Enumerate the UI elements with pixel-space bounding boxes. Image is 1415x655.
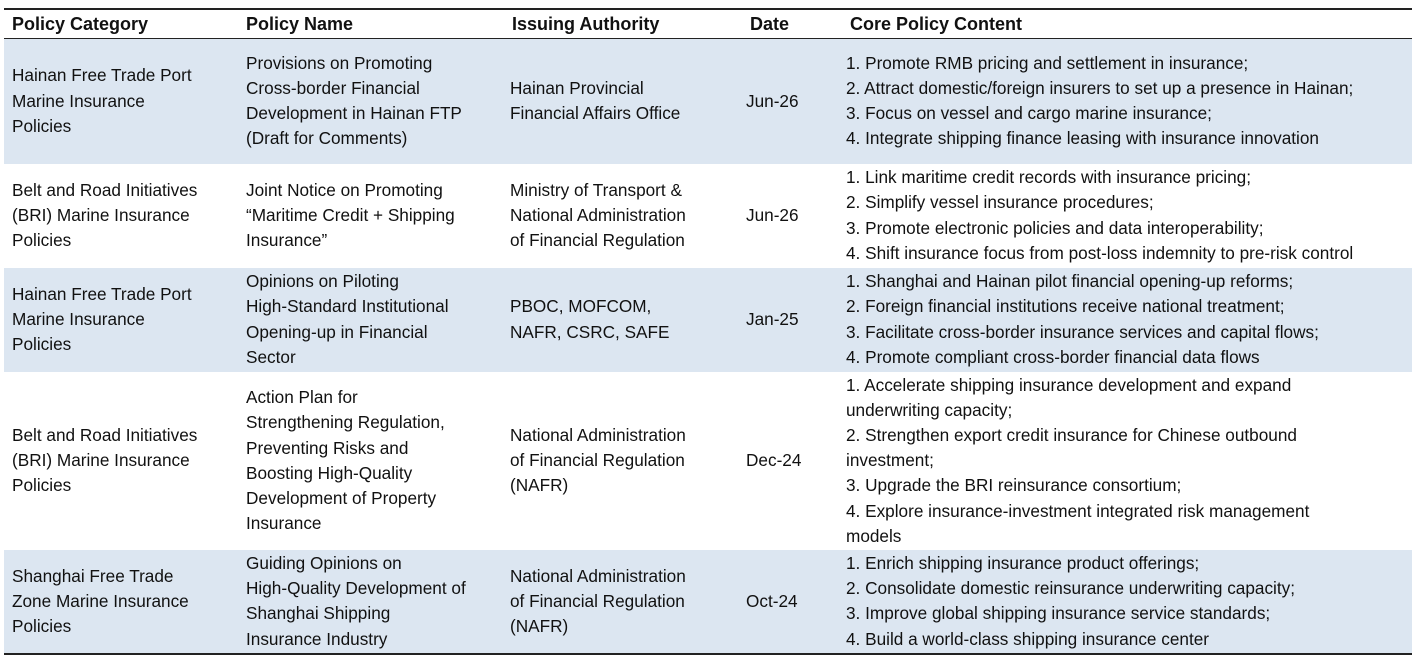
text-line: Development of Property	[246, 487, 437, 508]
header-policy-category: Policy Category	[4, 9, 238, 39]
policy-category-cell	[4, 372, 238, 550]
text-line: (NAFR)	[510, 615, 569, 636]
issuing-authority-text	[510, 423, 738, 499]
text-line: models	[846, 525, 902, 546]
text-line: 4. Promote compliant cross-border financial data flows	[846, 346, 1260, 367]
policy-name-cell	[238, 268, 504, 372]
policy-name-text	[246, 551, 500, 652]
issuing-authority-cell	[504, 39, 742, 164]
text-line: Financial Affairs Office	[510, 103, 681, 124]
text-line: 3. Upgrade the BRI reinsurance consortium;	[846, 475, 1182, 496]
text-line: Shanghai Shipping	[246, 603, 391, 624]
text-line: 3. Facilitate cross-border insurance services and capital flows;	[846, 321, 1319, 342]
issuing-authority-cell	[504, 550, 742, 654]
text-line: Boosting High-Quality	[246, 462, 413, 483]
policy-name-text	[246, 385, 500, 536]
core-content-text	[846, 269, 1410, 370]
issuing-authority-cell	[504, 268, 742, 372]
policy-name-text	[246, 269, 500, 370]
text-line: (Draft for Comments)	[246, 128, 408, 149]
text-line: 1. Accelerate shipping insurance development and expand	[846, 374, 1292, 395]
text-line: Sector	[246, 346, 296, 367]
policy-table	[4, 8, 1412, 655]
text-line: Policies	[12, 334, 72, 355]
table-header	[4, 9, 1412, 39]
text-line: of Financial Regulation	[510, 230, 685, 251]
policy-category-text	[12, 423, 234, 499]
issuing-authority-cell	[504, 164, 742, 268]
text-line: Development in Hainan FTP	[246, 103, 462, 124]
text-line: National Administration	[510, 204, 686, 225]
text-line: Belt and Road Initiatives	[12, 424, 198, 445]
text-line: Action Plan for	[246, 387, 358, 408]
text-line: 4. Integrate shipping finance leasing with insurance innovation	[846, 128, 1319, 149]
policy-category-text	[12, 63, 234, 139]
policy-category-text	[12, 564, 234, 640]
text-line: Ministry of Transport &	[510, 179, 682, 200]
text-line: 3. Improve global shipping insurance service standards;	[846, 603, 1271, 624]
text-line: Marine Insurance	[12, 90, 145, 111]
text-line: Insurance	[246, 513, 322, 534]
text-line: 2. Strengthen export credit insurance for Chinese outbound	[846, 424, 1297, 445]
text-line: 3. Promote electronic policies and data interoperability;	[846, 217, 1264, 238]
policy-category-cell	[4, 268, 238, 372]
text-line: 1. Enrich shipping insurance product offerings;	[846, 552, 1200, 573]
text-line: 3. Focus on vessel and cargo marine insurance;	[846, 103, 1212, 124]
text-line: Hainan Provincial	[510, 78, 644, 99]
text-line: of Financial Regulation	[510, 450, 685, 471]
text-line: PBOC, MOFCOM,	[510, 296, 652, 317]
text-line: 4. Explore insurance-investment integrated risk management	[846, 500, 1310, 521]
table-row	[4, 550, 1412, 654]
header-issuing-authority: Issuing Authority	[504, 9, 742, 39]
text-line: High-Quality Development of	[246, 578, 466, 599]
text-line: (BRI) Marine Insurance	[12, 450, 190, 471]
policy-category-text	[12, 282, 234, 358]
table-row	[4, 164, 1412, 268]
text-line: 1. Promote RMB pricing and settlement in insurance;	[846, 52, 1249, 73]
text-line: Preventing Risks and	[246, 437, 409, 458]
text-line: Hainan Free Trade Port	[12, 283, 192, 304]
date-cell: Jan-25	[742, 268, 842, 372]
text-line: Shanghai Free Trade	[12, 565, 174, 586]
text-line: 1. Link maritime credit records with insurance pricing;	[846, 167, 1252, 188]
core-content-cell	[842, 164, 1412, 268]
issuing-authority-text	[510, 178, 738, 254]
text-line: Joint Notice on Promoting	[246, 179, 443, 200]
text-line: (BRI) Marine Insurance	[12, 204, 190, 225]
policy-category-cell	[4, 164, 238, 268]
text-line: Opening-up in Financial	[246, 321, 428, 342]
text-line: 2. Consolidate domestic reinsurance underwriting capacity;	[846, 578, 1296, 599]
core-content-cell	[842, 39, 1412, 164]
text-line: (NAFR)	[510, 475, 569, 496]
table-row	[4, 372, 1412, 550]
text-line: 2. Simplify vessel insurance procedures;	[846, 192, 1154, 213]
policy-name-text	[246, 178, 500, 254]
text-line: Insurance”	[246, 230, 328, 251]
text-line: Policies	[12, 230, 72, 251]
issuing-authority-cell	[504, 372, 742, 550]
table-body	[4, 39, 1412, 654]
text-line: “Maritime Credit + Shipping	[246, 204, 455, 225]
text-line: Opinions on Piloting	[246, 271, 399, 292]
policy-name-cell	[238, 164, 504, 268]
policy-category-cell	[4, 39, 238, 164]
core-content-text	[846, 551, 1410, 652]
date-cell: Oct-24	[742, 550, 842, 654]
text-line: Belt and Road Initiatives	[12, 179, 198, 200]
header-core-policy-content: Core Policy Content	[842, 9, 1412, 39]
text-line: High-Standard Institutional	[246, 296, 449, 317]
text-line: Provisions on Promoting	[246, 52, 433, 73]
text-line: 4. Shift insurance focus from post-loss indemnity to pre-risk control	[846, 242, 1354, 263]
text-line: Insurance Industry	[246, 628, 388, 649]
core-content-cell	[842, 372, 1412, 550]
text-line: Hainan Free Trade Port	[12, 65, 192, 86]
table-row	[4, 268, 1412, 372]
text-line: Policies	[12, 615, 72, 636]
text-line: 2. Attract domestic/foreign insurers to set up a presence in Hainan;	[846, 78, 1354, 99]
text-line: NAFR, CSRC, SAFE	[510, 321, 670, 342]
policy-category-cell	[4, 550, 238, 654]
text-line: Strengthening Regulation,	[246, 412, 445, 433]
table-row	[4, 39, 1412, 164]
text-line: Policies	[12, 115, 72, 136]
text-line: investment;	[846, 450, 934, 471]
header-date: Date	[742, 9, 842, 39]
text-line: Cross-border Financial	[246, 78, 420, 99]
core-content-text	[846, 165, 1410, 266]
text-line: 1. Shanghai and Hainan pilot financial opening-up reforms;	[846, 271, 1294, 292]
text-line: 4. Build a world-class shipping insurance center	[846, 628, 1210, 649]
text-line: Zone Marine Insurance	[12, 590, 189, 611]
core-content-cell	[842, 550, 1412, 654]
header-policy-name: Policy Name	[238, 9, 504, 39]
text-line: Guiding Opinions on	[246, 552, 402, 573]
text-line: underwriting capacity;	[846, 399, 1013, 420]
policy-name-cell	[238, 372, 504, 550]
date-cell: Jun-26	[746, 204, 799, 225]
core-content-text	[846, 373, 1410, 549]
text-line: 2. Foreign financial institutions receive national treatment;	[846, 296, 1285, 317]
issuing-authority-text	[510, 76, 738, 126]
core-content-text	[846, 51, 1410, 152]
policy-name-text	[246, 51, 500, 152]
core-content-cell	[842, 268, 1412, 372]
text-line: Marine Insurance	[12, 308, 145, 329]
policy-category-text	[12, 178, 234, 254]
date-cell: Dec-24	[746, 450, 802, 471]
text-line: National Administration	[510, 565, 686, 586]
date-cell: Jun-26	[742, 39, 842, 164]
header-row	[4, 9, 1412, 39]
issuing-authority-text	[510, 564, 738, 640]
policy-name-cell	[238, 550, 504, 654]
text-line: Policies	[12, 475, 72, 496]
policy-name-cell	[238, 39, 504, 164]
text-line: National Administration	[510, 424, 686, 445]
text-line: of Financial Regulation	[510, 590, 685, 611]
issuing-authority-text	[510, 294, 738, 344]
